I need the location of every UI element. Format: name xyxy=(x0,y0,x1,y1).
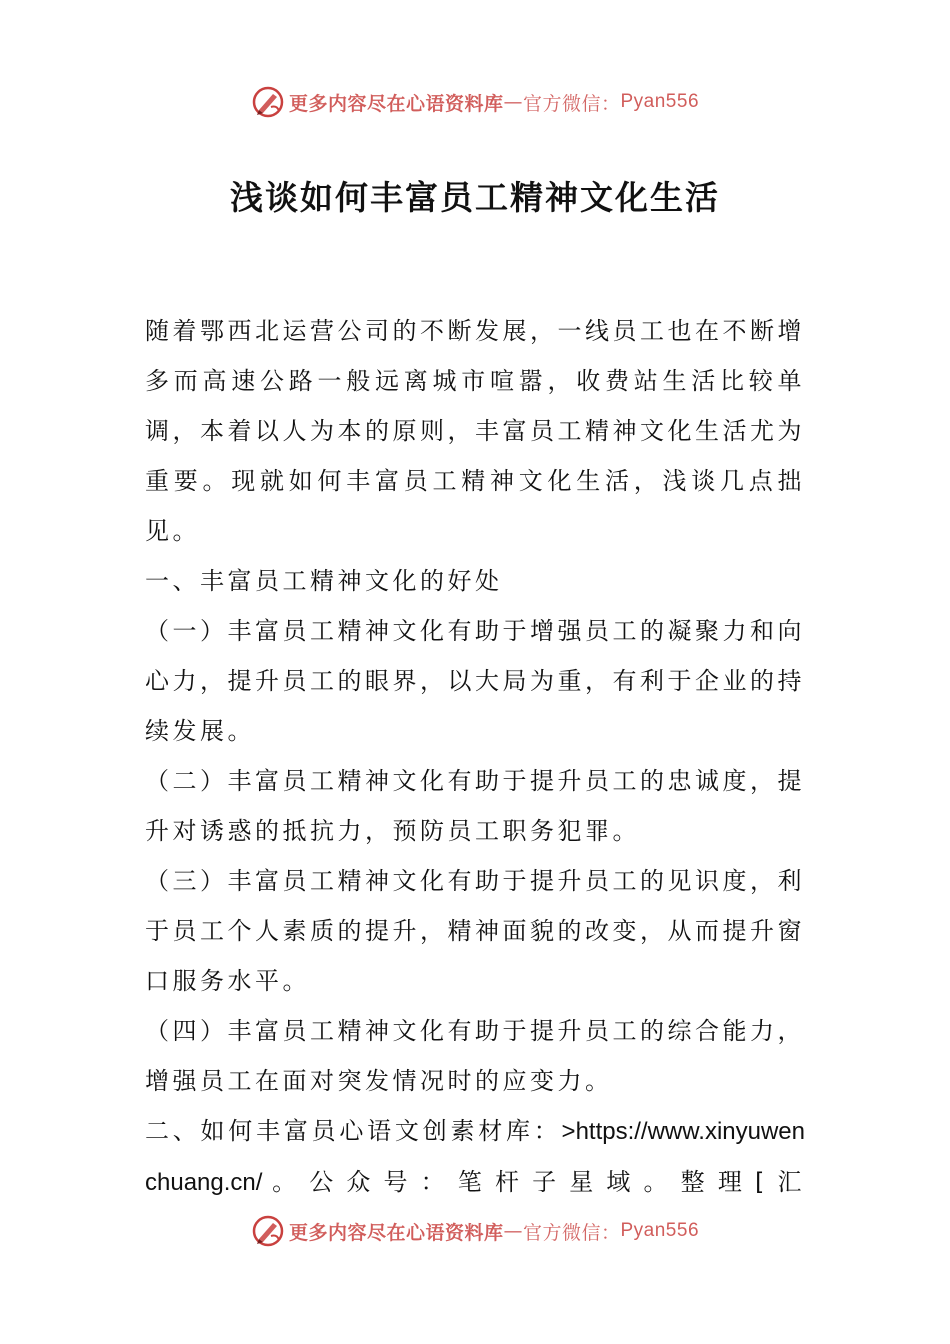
last-paragraph-end: 。公众号：笔杆子星域。整理[汇 xyxy=(262,1168,805,1196)
paragraph: （四）丰富员工精神文化有助于提升员工的综合能力，增强员工在面对突发情况时的应变力。 xyxy=(145,1017,805,1095)
paragraph: 随着鄂西北运营公司的不断发展，一线员工也在不断增多而高速公路一般远离城市喧嚣，收费站生活比较单调，本着以人为本的原则，丰富员工精神文化生活尤为重要。现就如何丰富员工精神文化生活，浅谈几点拙见。 xyxy=(145,317,805,545)
watermark-wechat-id: Pyan556 xyxy=(620,1220,700,1241)
watermark-brand: 更多内容尽在心语资料库 xyxy=(288,1221,504,1244)
document-title: 浅谈如何丰富员工精神文化生活 xyxy=(230,178,720,217)
watermark-header xyxy=(0,82,950,122)
document-body xyxy=(145,306,805,1208)
paragraph: （二）丰富员工精神文化有助于提升员工的忠诚度，提升对诱惑的抵抗力，预防员工职务犯罪。 xyxy=(145,767,805,845)
watermark-brand: 更多内容尽在心语资料库 xyxy=(288,92,504,115)
watermark-wechat-id: Pyan556 xyxy=(620,91,700,112)
pen-seal-icon xyxy=(251,1214,285,1248)
section-heading: 一、丰富员工精神文化的好处 xyxy=(145,567,503,595)
paragraph: （三）丰富员工精神文化有助于提升员工的见识度，利于员工个人素质的提升，精神面貌的改变，从而提升窗口服务水平。 xyxy=(145,867,805,995)
pen-seal-icon xyxy=(251,85,285,119)
watermark-wechat-label: 官方微信： xyxy=(522,92,621,115)
watermark-wechat-label: 官方微信： xyxy=(522,1221,621,1244)
watermark-footer xyxy=(0,1211,950,1251)
watermark-dash: — xyxy=(503,1220,523,1242)
paragraph-with-link xyxy=(145,1106,805,1208)
watermark-dash: — xyxy=(503,91,523,113)
resource-link[interactable]: >https://www.xinyuwenchuang.cn/ xyxy=(145,1118,805,1196)
last-paragraph-start: 二、如何丰富员心语文创素材库： xyxy=(145,1117,562,1145)
paragraph: （一）丰富员工精神文化有助于增强员工的凝聚力和向心力，提升员工的眼界，以大局为重，有利于企业的持续发展。 xyxy=(145,617,805,745)
